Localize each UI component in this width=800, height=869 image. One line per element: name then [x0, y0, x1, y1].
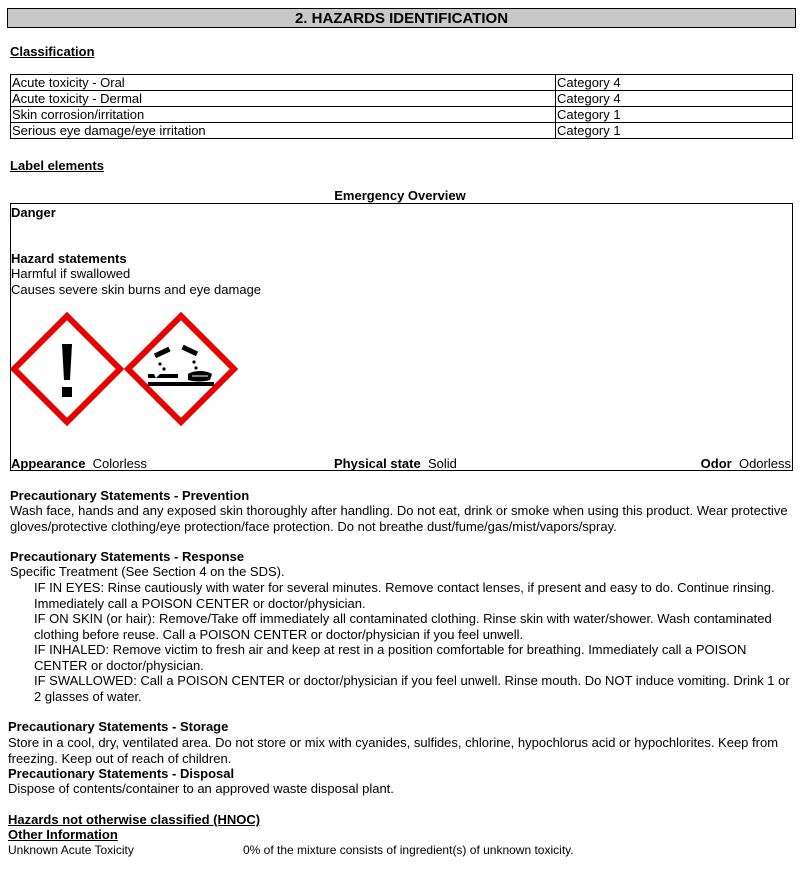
- hazard-cell: Acute toxicity - Oral: [11, 75, 556, 91]
- category-cell: Category 4: [556, 75, 793, 91]
- prevention-text: Wash face, hands and any exposed skin thoroughly after handling. Do not eat, drink or smoke when using this product. Wear protective gloves/protective clothing/eye protection/face protection. Do not breathe dust/fume/gas/mist/vapors/spray.: [10, 503, 788, 534]
- classification-table: [10, 74, 793, 139]
- physical-state-value: Solid: [427, 456, 457, 471]
- physical-state-label: Physical state: [334, 456, 421, 471]
- response-item: IF SWALLOWED: Call a POISON CENTER or doctor/physician if you feel unwell. Rinse mouth. Do NOT induce vomiting. Drink 1 or 2 glasses of water.: [34, 673, 790, 704]
- category-cell: Category 1: [556, 107, 793, 123]
- label-elements-heading: Label elements: [10, 158, 104, 173]
- odor-value: Odorless: [738, 456, 791, 471]
- response-list: [10, 580, 790, 704]
- physical-state-field: [334, 456, 457, 471]
- hazard-statements-heading: Hazard statements: [11, 251, 127, 266]
- other-info-label: Unknown Acute Toxicity: [8, 843, 134, 857]
- section-title: 2. HAZARDS IDENTIFICATION: [7, 8, 796, 28]
- corrosion-pictogram-icon: [124, 312, 238, 426]
- hazard-statement: Harmful if swallowed: [11, 266, 131, 281]
- disposal-heading: Precautionary Statements - Disposal: [8, 766, 235, 781]
- table-row: [11, 107, 793, 123]
- response-heading: Precautionary Statements - Response: [10, 549, 245, 564]
- other-info-value: 0% of the mixture consists of ingredient(s) of unknown toxicity.: [243, 843, 574, 857]
- table-row: [11, 75, 793, 91]
- disposal-text: Dispose of contents/container to an approved waste disposal plant.: [8, 781, 394, 796]
- response-item: IF ON SKIN (or hair): Remove/Take off immediately all contaminated clothing. Rinse skin with water/shower. Wash contaminated clothing before reuse. Call a POISON CENTER or doctor/physician if you feel unwell.: [34, 611, 772, 642]
- appearance-label: Appearance: [11, 456, 86, 471]
- odor-label: Odor: [700, 456, 732, 471]
- other-information-heading: Other Information: [8, 827, 118, 842]
- signal-word: Danger: [11, 205, 56, 220]
- appearance-field: [11, 456, 147, 471]
- response-intro: Specific Treatment (See Section 4 on the SDS).: [10, 564, 285, 579]
- classification-heading: Classification: [10, 44, 95, 59]
- exclamation-mark-pictogram-icon: [10, 312, 124, 426]
- category-cell: Category 4: [556, 91, 793, 107]
- hnoc-heading: Hazards not otherwise classified (HNOC): [8, 812, 261, 827]
- hazard-cell: Acute toxicity - Dermal: [11, 91, 556, 107]
- odor-field: [701, 456, 791, 471]
- hazard-statement: Causes severe skin burns and eye damage: [11, 282, 262, 297]
- appearance-value: Colorless: [92, 456, 147, 471]
- category-cell: Category 1: [556, 123, 793, 139]
- table-row: [11, 123, 793, 139]
- hazard-cell: Skin corrosion/irritation: [11, 107, 556, 123]
- emergency-overview-title: Emergency Overview: [334, 188, 466, 203]
- storage-text: Store in a cool, dry, ventilated area. Do not store or mix with cyanides, sulfides, chlorine, hypochlorus acid or hypochlorites. Keep from freezing. Keep out of reach of children.: [8, 735, 779, 766]
- prevention-heading: Precautionary Statements - Prevention: [10, 488, 250, 503]
- storage-heading: Precautionary Statements - Storage: [8, 719, 229, 734]
- response-item: IF IN EYES: Rinse cautiously with water for several minutes. Remove contact lenses, if present and easy to do. Continue rinsing. Immediately call a POISON CENTER or doctor/physician.: [34, 580, 775, 611]
- table-row: [11, 91, 793, 107]
- hazard-cell: Serious eye damage/eye irritation: [11, 123, 556, 139]
- response-item: IF INHALED: Remove victim to fresh air and keep at rest in a position comfortable for breathing. Immediately call a POISON CENTER or doctor/physician.: [34, 642, 747, 673]
